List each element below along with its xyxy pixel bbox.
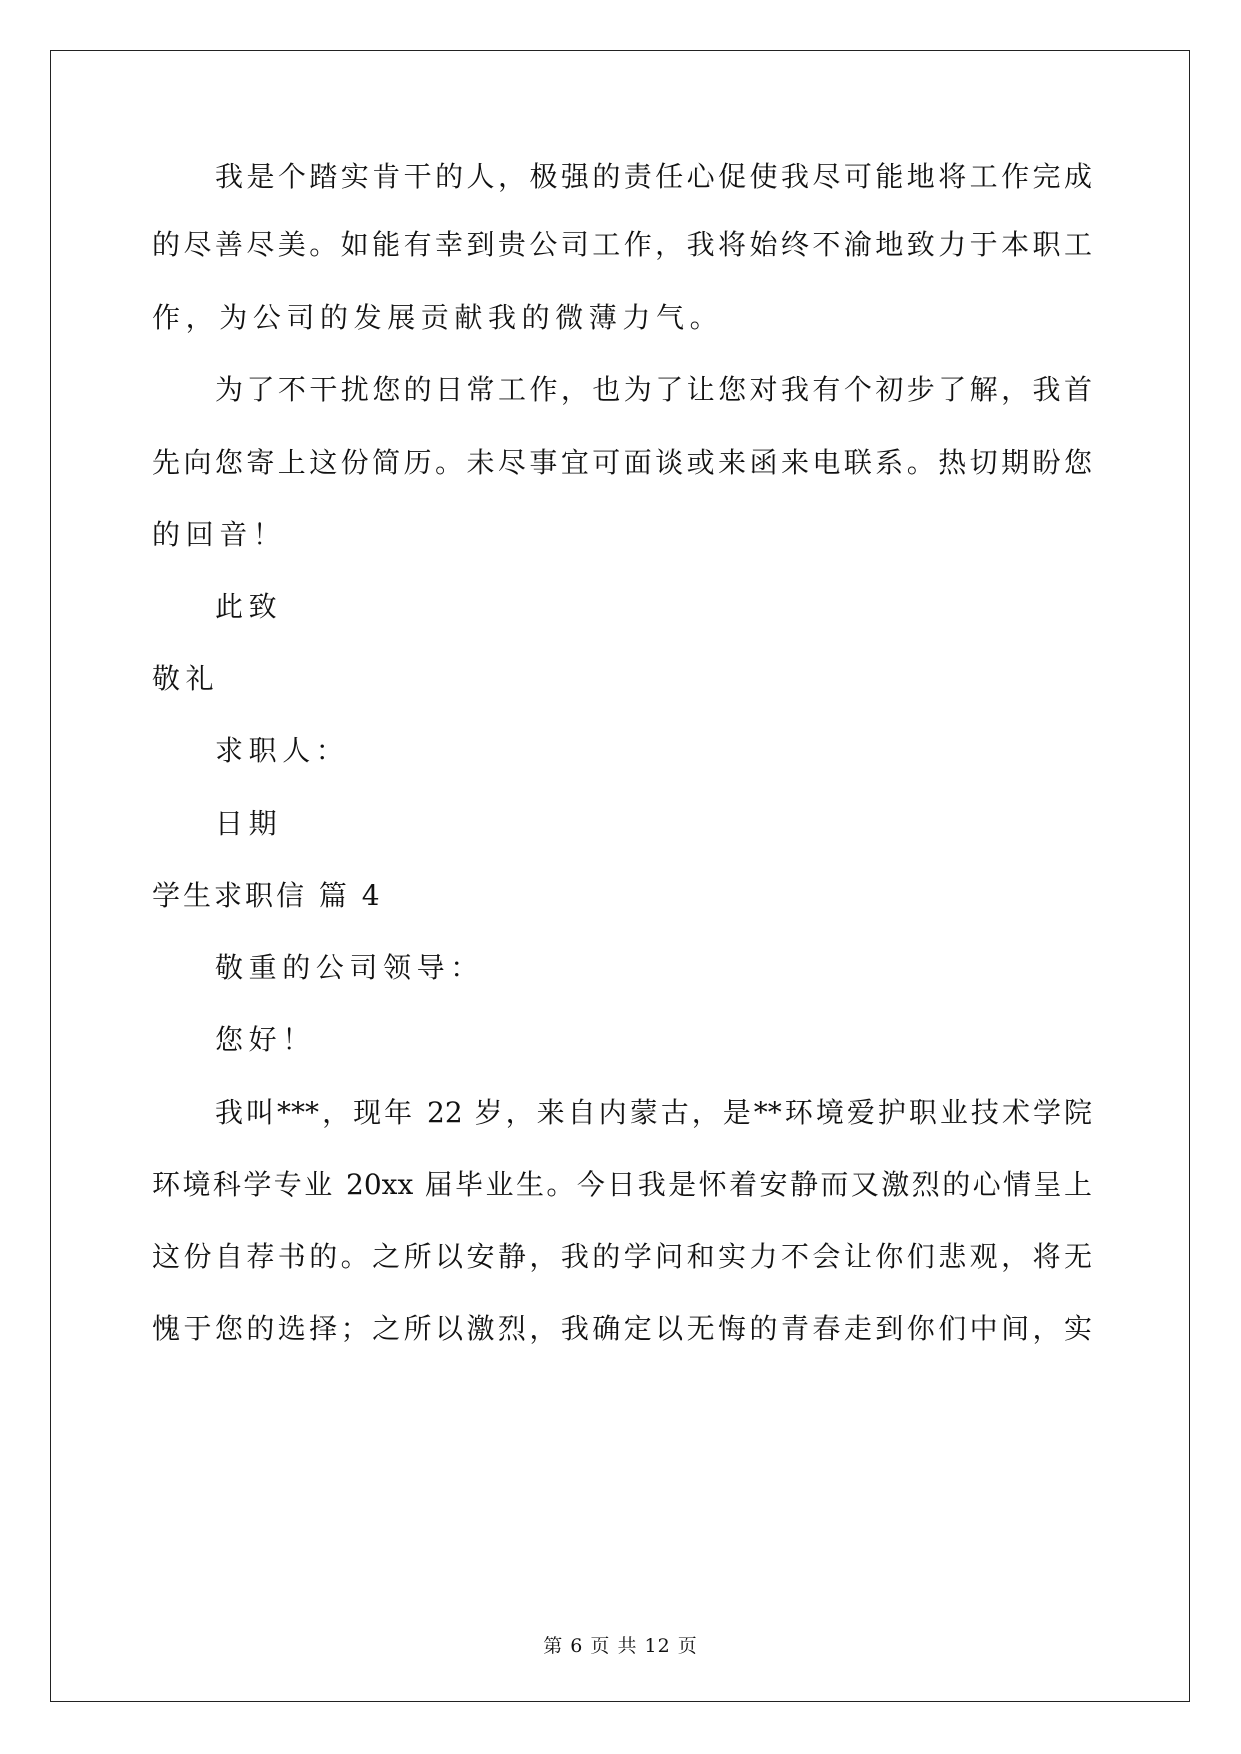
page-number-footer: 第 6 页 共 12 页 [543, 1635, 698, 1657]
greeting-hello: 您好！ [215, 1023, 316, 1056]
paragraph-line: 愧于您的选择；之所以激烈，我确定以无悔的青春走到你们中间，实 [152, 1312, 1092, 1345]
signature-label: 求职人： [215, 734, 350, 767]
greeting: 敬重的公司领导： [215, 951, 484, 984]
section-heading: 学生求职信 篇 4 [152, 879, 383, 912]
paragraph-line: 的尽善尽美。如能有幸到贵公司工作，我将始终不渝地致力于本职工 [152, 228, 1092, 261]
paragraph-line: 我叫***，现年 22 岁，来自内蒙古，是**环境爱护职业技术学院 [215, 1096, 1092, 1129]
paragraph-line: 先向您寄上这份简历。未尽事宜可面谈或来函来电联系。热切期盼您 [152, 446, 1092, 479]
paragraph-line: 的回音！ [152, 518, 287, 551]
date-label: 日期 [215, 807, 283, 840]
paragraph-line: 这份自荐书的。之所以安静，我的学问和实力不会让你们悲观，将无 [152, 1240, 1092, 1273]
closing-regards: 敬礼 [152, 662, 220, 695]
paragraph-line: 我是个踏实肯干的人，极强的责任心促使我尽可能地将工作完成 [215, 160, 1092, 193]
paragraph-line: 环境科学专业 20xx 届毕业生。今日我是怀着安静而又激烈的心情呈上 [152, 1168, 1092, 1201]
paragraph-line: 作，为公司的发展贡献我的微薄力气。 [152, 301, 724, 334]
paragraph-line: 为了不干扰您的日常工作，也为了让您对我有个初步了解，我首 [215, 373, 1092, 406]
closing-salutation: 此致 [215, 590, 283, 623]
